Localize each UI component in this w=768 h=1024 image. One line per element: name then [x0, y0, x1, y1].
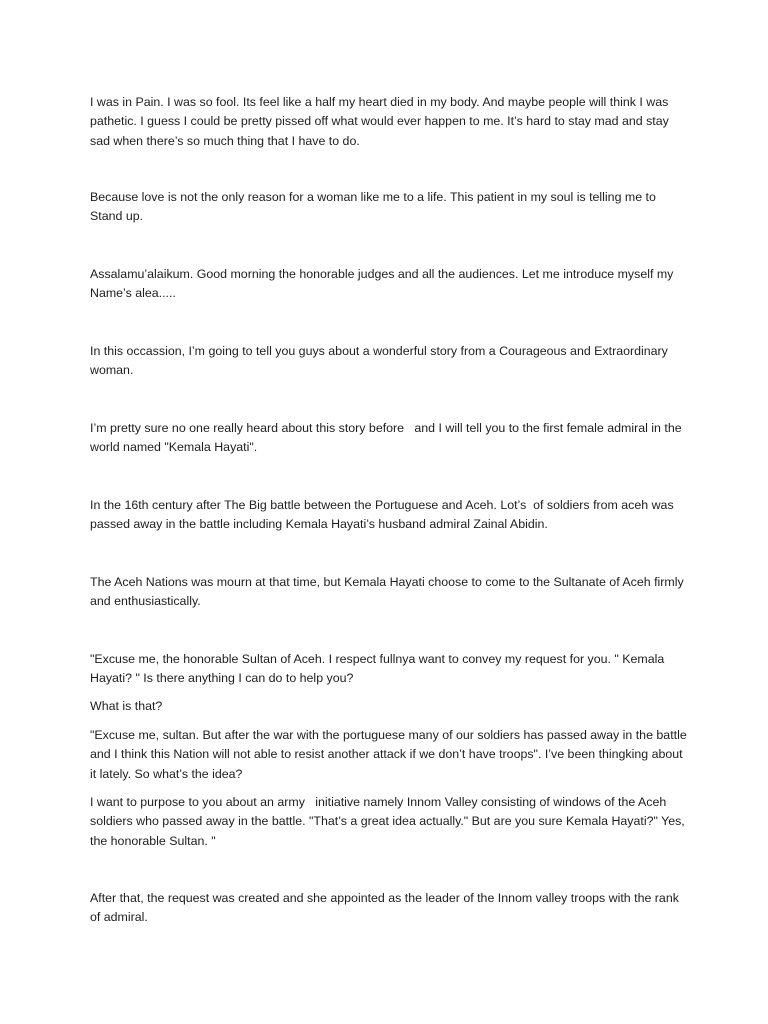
paragraph-3: Assalamu’alaikum. Good morning the honorable judges and all the audiences. Let me introduce myself my Name’s alea.....: [90, 267, 677, 301]
paragraph-6: In the 16th century after The Big battle between the Portuguese and Aceh. Lot’s of soldiers from aceh was passed away in the battle including Kemala Hayati’s husband admiral Zainal Abidin.: [90, 498, 678, 532]
paragraph-4: In this occassion, I’m going to tell you guys about a wonderful story from a Courageous and Extraordinary woman.: [90, 344, 672, 378]
paragraph-8: "Excuse me, the honorable Sultan of Aceh. I respect fullnya want to convey my request for you. " Kemala Hayati? " Is there anything I can do to help you?: [90, 652, 668, 686]
paragraph-11: I want to purpose to you about an army initiative namely Innom Valley consisting of windows of the Aceh soldiers who passed away in the battle. "That’s a great idea actually." But are you sure Kemala Hayati?" Yes, the honorable Sultan. ": [90, 795, 689, 848]
paragraph-10: "Excuse me, sultan. But after the war with the portuguese many of our soldiers has passed away in the battle and I think this Nation will not able to resist another attack if we don’t have troops". I’ve been thingking about it lately. So what’s the idea?: [90, 728, 691, 781]
paragraph-2: Because love is not the only reason for a woman like me to a life. This patient in my soul is telling me to Stand up.: [90, 190, 660, 224]
paragraph-12: After that, the request was created and she appointed as the leader of the Innom valley troops with the rank of admiral.: [90, 891, 683, 925]
paragraph-7: The Aceh Nations was mourn at that time, but Kemala Hayati choose to come to the Sultanate of Aceh firmly and enthusiastically.: [90, 575, 688, 609]
paragraph-1: I was in Pain. I was so fool. Its feel like a half my heart died in my body. And maybe people will think I was pathetic. I guess I could be pretty pissed off what would ever happen to me. It’s hard to stay mad and stay sad when there’s so much thing that I have to do.: [90, 95, 673, 148]
paragraph-5: I’m pretty sure no one really heard about this story before and I will tell you to the first female admiral in the world named "Kemala Hayati".: [90, 421, 686, 455]
paragraph-9: What is that?: [90, 699, 163, 713]
